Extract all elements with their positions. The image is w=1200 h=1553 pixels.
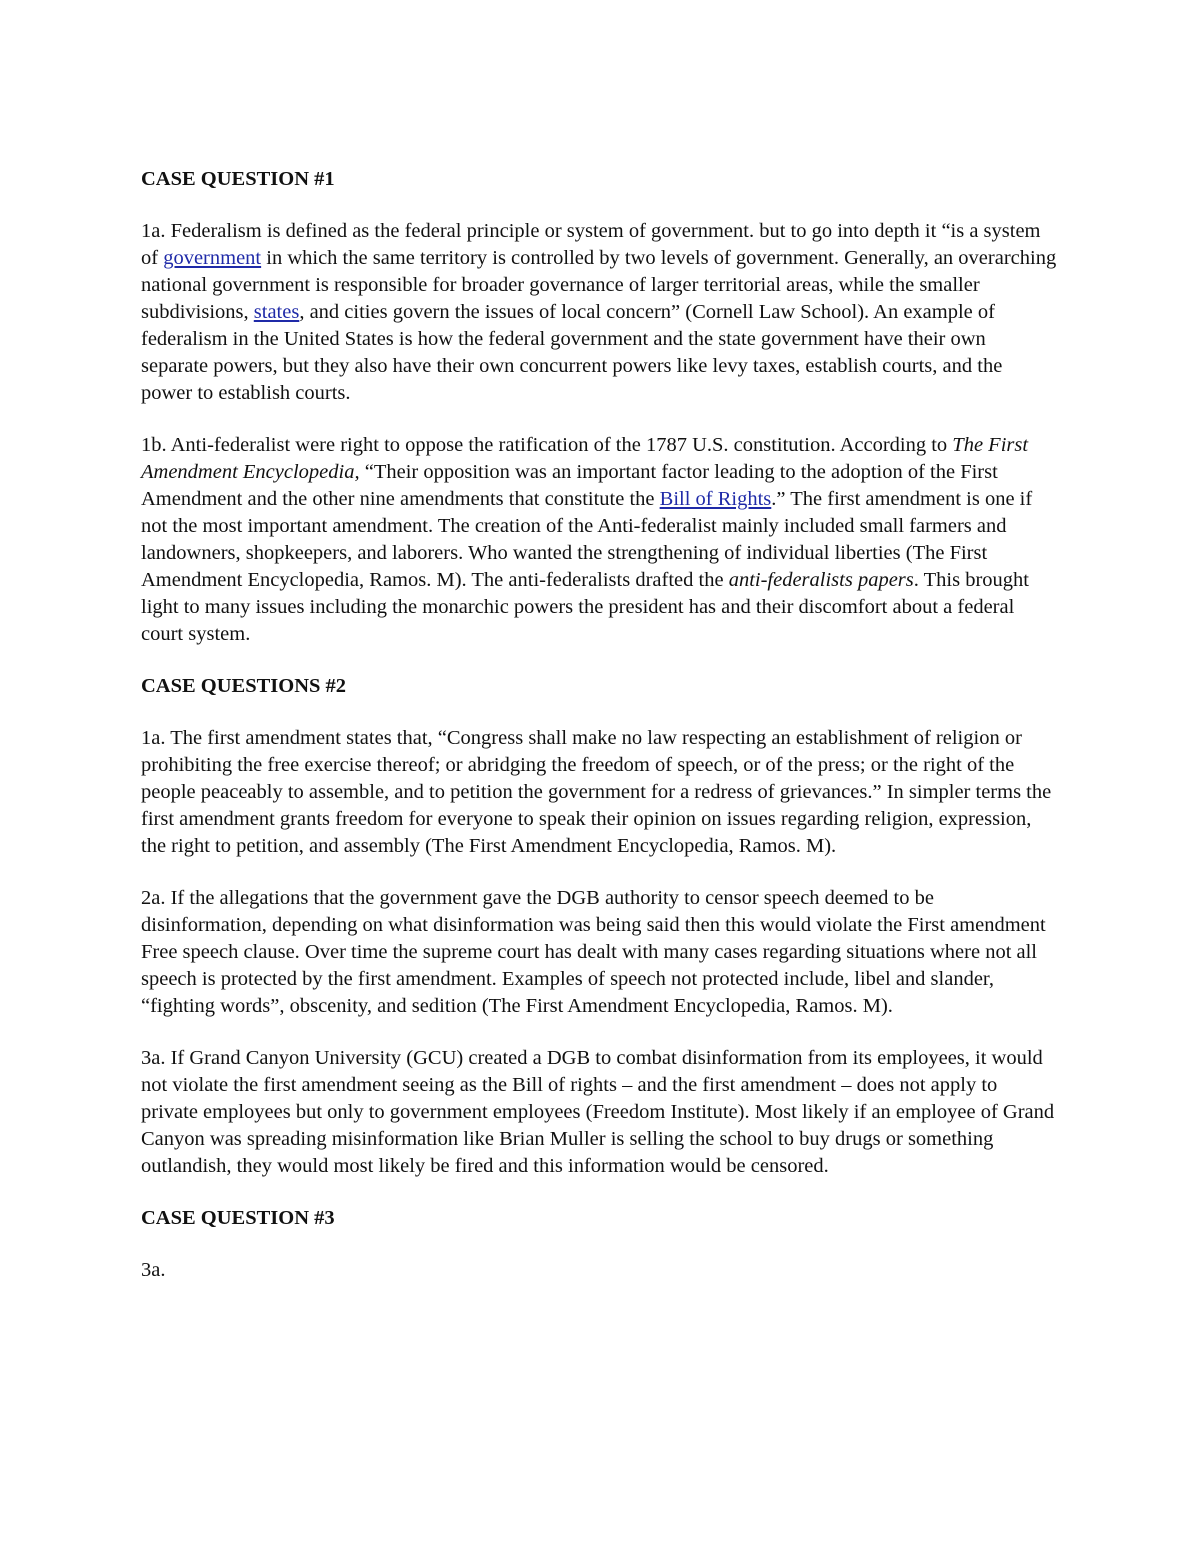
encyclopedia-title: The First Amendment Encyclopedia,: [141, 434, 1029, 483]
case-3-answer-3a: 3a.: [141, 1259, 166, 1281]
text-run: 1b. Anti-federalist were right to oppose the ratification of the 1787 U.S. constitution. According to: [141, 434, 953, 456]
anti-federalists-papers-title: anti-federalists papers: [728, 569, 914, 591]
text-run: . This brought light to many issues including the monarchic powers the president has and their discomfort about a federal court system.: [141, 569, 1029, 645]
text-run: , and cities govern the issues of local concern” (Cornell Law School). An example of federalism in the United States is how the federal government and the state government have their own separate powers, but they also have their own concurrent powers like levy taxes, establish courts, and the power to establish courts.: [141, 301, 1003, 404]
text-run: “Their opposition was an important factor leading to the adoption of the First Amendment and the other nine amendments that constitute the: [141, 461, 998, 510]
states-link[interactable]: states: [253, 301, 300, 323]
document-body: [141, 166, 1057, 1284]
case-question-1-heading: CASE QUESTION #1: [141, 168, 335, 190]
case-2-answer-2a: 2a. If the allegations that the government gave the DGB authority to censor speech deemed to be disinformation, depending on what disinformation was being said then this would violate the First amendment Free speech clause. Over time the supreme court has dealt with many cases regarding situations where not all speech is protected by the first amendment. Examples of speech not protected include, libel and slander, “fighting words”, obscenity, and sedition (The First Amendment Encyclopedia, Ramos. M).: [141, 887, 1046, 1017]
case-1-answer-1a: [141, 218, 1057, 407]
case-questions-2-heading: CASE QUESTIONS #2: [141, 675, 347, 697]
case-question-3-heading: CASE QUESTION #3: [141, 1207, 335, 1229]
case-2-answer-1a: 1a. The first amendment states that, “Congress shall make no law respecting an establishment of religion or prohibiting the free exercise thereof; or abridging the freedom of speech, or of the press; or the right of the people peaceably to assemble, and to petition the government for a redress of grievances.” In simpler terms the first amendment grants freedom for everyone to speak their opinion on issues regarding religion, expression, the right to petition, and assembly (The First Amendment Encyclopedia, Ramos. M).: [141, 727, 1052, 857]
text-run: .” The first amendment is one if not the most important amendment. The creation of the Anti-federalist mainly included small farmers and landowners, shopkeepers, and laborers. Who wanted the strengthening of individual liberties (The First Amendment Encyclopedia, Ramos. M). The anti-federalists drafted the: [141, 488, 1033, 591]
bill-of-rights-link[interactable]: Bill of Rights: [659, 488, 772, 510]
government-link[interactable]: government: [163, 247, 262, 269]
case-1-answer-1b: [141, 432, 1057, 648]
case-2-answer-3a: 3a. If Grand Canyon University (GCU) created a DGB to combat disinformation from its employees, it would not violate the first amendment seeing as the Bill of rights – and the first amendment – does not apply to private employees but only to government employees (Freedom Institute). Most likely if an employee of Grand Canyon was spreading misinformation like Brian Muller is selling the school to buy drugs or something outlandish, they would most likely be fired and this information would be censored.: [141, 1047, 1055, 1177]
text-run: 1a. Federalism is defined as the federal principle or system of government. but to go into depth it “is a system of: [141, 220, 1041, 269]
text-run: in which the same territory is controlled by two levels of government. Generally, an overarching national government is responsible for broader governance of larger territorial areas, while the smaller subdivisions,: [141, 247, 1057, 323]
